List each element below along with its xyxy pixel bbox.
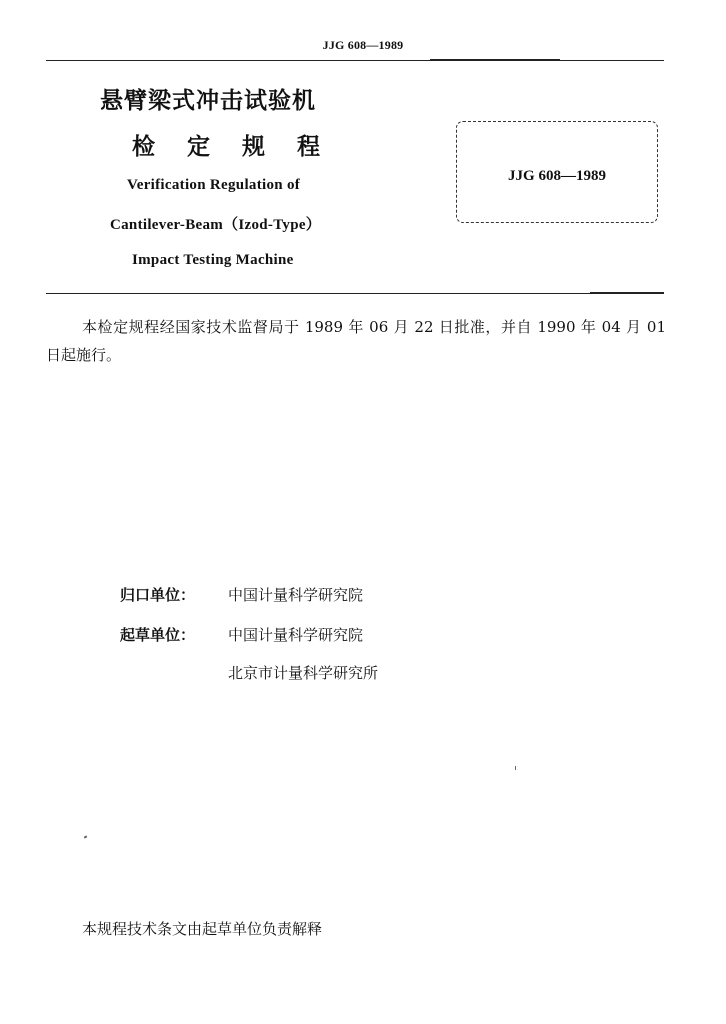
title-english-line-2: Cantilever-Beam（Izod-Type） [110,217,322,233]
scan-speck [515,766,516,770]
middle-rule [46,293,664,294]
responsible-unit-label: 归口单位： [120,586,196,604]
drafting-unit-value-1: 中国计量科学研究院 [228,626,364,644]
drafting-unit-value-2: 北京市计量科学研究所 [228,664,379,682]
subtitle-chinese: 检定规程 [132,134,352,160]
title-english-line-3: Impact Testing Machine [132,252,294,268]
regulation-code: JJG 608—1989 [508,168,606,184]
approval-paragraph: 本检定规程经国家技术监督局于 1989 年 06 月 22 日批准，并自 1990 年 04 月 01 日起施行。 [46,318,666,364]
responsible-unit-value: 中国计量科学研究院 [228,586,364,604]
drafting-unit-label: 起草单位： [120,626,196,644]
header-code: JJG 608—1989 [322,38,404,52]
interpretation-note: 本规程技术条文由起草单位负责解释 [82,920,323,938]
middle-rule-accent [590,292,664,294]
title-chinese: 悬臂梁式冲击试验机 [100,88,316,114]
scan-speck [84,835,88,838]
title-english-line-1: Verification Regulation of [127,177,301,193]
top-rule-accent [430,59,560,61]
top-rule [46,60,664,61]
